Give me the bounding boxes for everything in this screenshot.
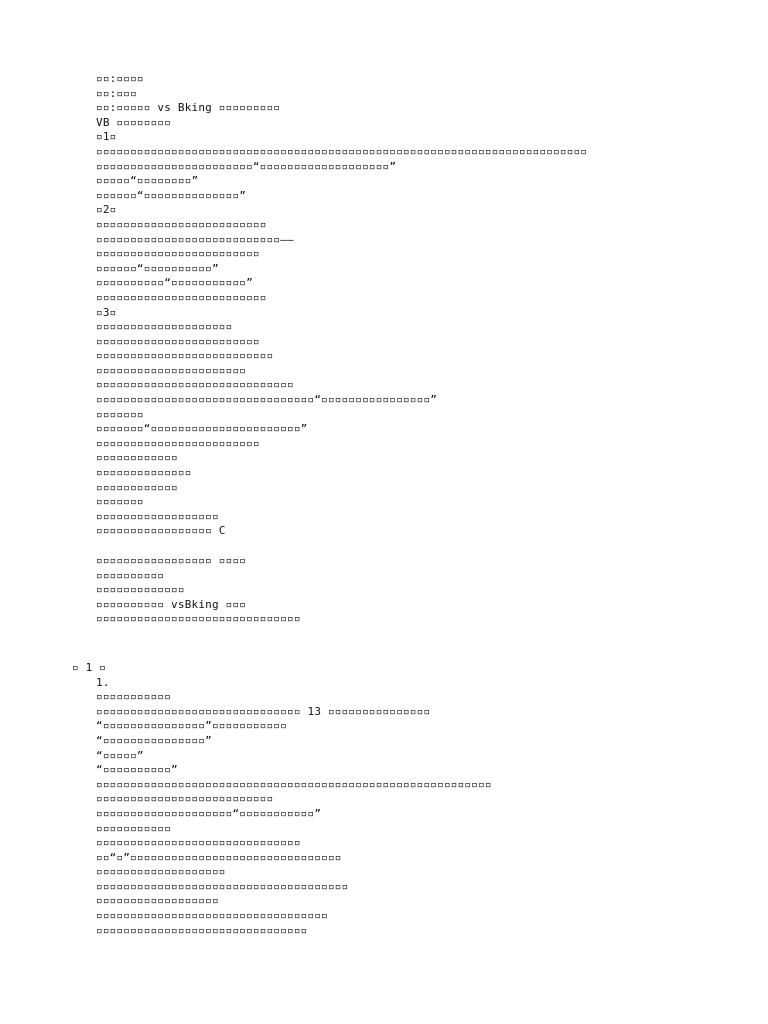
document-page	[0, 72, 768, 938]
text-line: ▫▫▫▫▫▫“▫▫▫▫▫▫▫▫▫▫▫▫▫▫”	[96, 188, 247, 202]
text-line: ▫▫▫▫▫▫▫▫▫▫▫▫▫▫▫▫▫▫▫▫▫▫▫▫▫	[96, 217, 267, 231]
text-line: ▫▫▫▫▫▫▫▫▫▫▫▫▫▫▫▫▫ ▫▫▫▫	[96, 554, 247, 567]
text-line: ▫▫▫▫▫▫▫	[96, 495, 144, 509]
text-line: ▫▫▫▫▫▫▫▫▫▫▫▫▫▫▫▫▫▫▫▫“▫▫▫▫▫▫▫▫▫▫▫”	[96, 806, 322, 820]
text-line: ▫▫▫▫▫▫▫▫▫▫▫▫▫▫▫▫▫▫▫▫▫▫▫▫▫▫	[96, 349, 274, 363]
text-line: ▫▫▫▫▫▫▫▫▫▫▫▫▫▫▫▫▫▫	[96, 894, 219, 908]
text-line: ▫▫:▫▫▫	[96, 86, 137, 100]
text-line: ▫▫▫▫▫▫▫▫▫▫▫▫▫▫▫▫▫▫▫▫▫▫▫▫▫▫	[96, 792, 274, 806]
text-line: ▫▫▫▫▫▫▫▫▫▫	[96, 568, 165, 582]
text-line: ▫▫▫▫▫▫▫▫▫▫“▫▫▫▫▫▫▫▫▫▫▫”	[96, 276, 253, 290]
text-line: ▫▫:▫▫▫▫▫ vs Bking ▫▫▫▫▫▫▫▫▫	[96, 101, 281, 115]
text-line: ▫▫▫▫▫▫▫▫▫▫▫▫▫▫▫▫▫ C	[96, 524, 226, 538]
text-line: ▫2▫	[96, 203, 117, 217]
spacer	[0, 539, 768, 554]
section-heading: ▫ 1 ▫	[72, 660, 107, 674]
text-line: ▫▫▫▫▫▫▫▫▫▫▫▫▫▫▫▫▫▫▫▫▫▫	[96, 363, 247, 377]
text-line: ▫▫▫▫▫▫▫▫▫▫▫▫▫▫▫▫▫▫▫▫▫▫▫▫	[96, 247, 260, 261]
text-line: ▫▫▫▫▫▫▫▫▫▫▫▫▫▫	[96, 466, 192, 480]
text-line: ▫▫▫▫▫▫▫“▫▫▫▫▫▫▫▫▫▫▫▫▫▫▫▫▫▫▫▫▫▫”	[96, 422, 308, 436]
text-line: ▫▫▫▫▫▫▫▫▫▫▫▫▫▫▫▫▫▫	[96, 509, 219, 523]
text-line: ▫▫▫▫▫“▫▫▫▫▫▫▫▫”	[96, 174, 199, 188]
text-line: ▫▫▫▫▫▫▫▫▫▫▫▫▫▫▫▫▫▫▫▫▫▫▫▫▫▫▫——	[96, 232, 294, 246]
spacer	[0, 627, 768, 661]
text-line: ▫▫:▫▫▫▫	[96, 72, 144, 85]
text-line: ▫▫▫▫▫▫▫▫▫▫▫▫▫▫▫▫▫▫▫▫▫▫▫▫	[96, 334, 260, 348]
text-line: ▫▫▫▫▫▫▫▫▫▫▫▫▫▫▫▫▫▫▫▫▫▫▫▫▫▫▫▫▫▫▫▫▫▫▫▫▫	[96, 879, 349, 893]
text-line: ▫▫▫▫▫▫▫▫▫▫▫▫	[96, 480, 178, 494]
text-line: ▫▫▫▫▫▫▫▫▫▫▫▫▫▫▫▫▫▫▫▫▫▫▫▫▫▫▫▫▫▫	[96, 612, 301, 626]
text-line: “▫▫▫▫▫▫▫▫▫▫”	[96, 763, 178, 777]
text-line: ▫▫▫▫▫▫▫▫▫▫▫▫▫▫▫▫▫▫▫▫▫▫▫▫▫▫▫▫▫	[96, 378, 294, 392]
text-line: ▫▫▫▫▫▫“▫▫▫▫▫▫▫▫▫▫”	[96, 261, 219, 275]
text-line: “▫▫▫▫▫▫▫▫▫▫▫▫▫▫▫”▫▫▫▫▫▫▫▫▫▫▫	[96, 719, 288, 733]
text-line: ▫▫▫▫▫▫▫▫▫▫▫▫▫▫▫▫▫▫▫▫▫▫▫▫	[96, 436, 260, 450]
text-line: ▫1▫	[96, 130, 117, 144]
text-line: 1.	[96, 675, 110, 689]
text-line: “▫▫▫▫▫▫▫▫▫▫▫▫▫▫▫”	[96, 733, 212, 747]
text-line: ▫▫▫▫▫▫▫▫▫▫▫▫▫▫▫▫▫▫▫▫▫▫▫▫▫▫▫▫▫▫▫	[96, 923, 308, 937]
text-line: ▫▫▫▫▫▫▫▫▫▫▫▫▫▫▫▫▫▫▫	[96, 865, 226, 879]
text-line: ▫▫▫▫▫▫▫▫▫▫▫▫▫▫▫▫▫▫▫▫▫▫▫▫▫▫▫▫▫▫▫▫▫▫▫▫▫▫▫▫▫▫▫▫▫▫▫▫▫▫▫▫▫▫▫▫▫▫	[96, 777, 492, 791]
text-block-3	[0, 676, 768, 939]
text-line: ▫▫▫▫▫▫▫▫▫▫▫	[96, 821, 172, 835]
text-line: ▫▫▫▫▫▫▫▫▫▫▫▫▫▫▫▫▫▫▫▫▫▫▫▫▫▫▫▫▫▫▫▫▫▫▫▫▫▫▫▫▫▫▫▫▫▫▫▫▫▫▫▫▫▫▫▫▫▫▫▫▫▫▫▫▫▫▫▫▫▫▫▫	[96, 144, 588, 158]
text-line: ▫▫▫▫▫▫▫▫▫▫▫▫▫	[96, 583, 185, 597]
text-line: ▫▫▫▫▫▫▫▫▫▫▫	[96, 690, 172, 704]
text-line: ▫▫“▫”▫▫▫▫▫▫▫▫▫▫▫▫▫▫▫▫▫▫▫▫▫▫▫▫▫▫▫▫▫▫▫	[96, 850, 342, 864]
text-line: ▫▫▫▫▫▫▫▫▫▫▫▫▫▫▫▫▫▫▫▫	[96, 320, 233, 334]
text-line: ▫▫▫▫▫▫▫▫▫▫▫▫▫▫▫▫▫▫▫▫▫▫▫▫▫▫▫▫▫▫ 13 ▫▫▫▫▫▫▫▫▫▫▫▫▫▫▫	[96, 704, 431, 718]
text-line: ▫▫▫▫▫▫▫▫▫▫▫▫	[96, 451, 178, 465]
text-line: ▫3▫	[96, 305, 117, 319]
text-line: VB ▫▫▫▫▫▫▫▫	[96, 115, 172, 129]
text-line: “▫▫▫▫▫”	[96, 748, 144, 762]
text-line: ▫▫▫▫▫▫▫▫▫▫▫▫▫▫▫▫▫▫▫▫▫▫▫▫▫▫▫▫▫▫▫▫“▫▫▫▫▫▫▫▫▫▫▫▫▫▫▫▫”	[96, 393, 438, 407]
text-line: ▫▫▫▫▫▫▫▫▫▫▫▫▫▫▫▫▫▫▫▫▫▫▫▫▫	[96, 290, 267, 304]
text-line: ▫▫▫▫▫▫▫▫▫▫▫▫▫▫▫▫▫▫▫▫▫▫▫▫▫▫▫▫▫▫▫▫▫▫	[96, 909, 328, 923]
text-line: ▫▫▫▫▫▫▫	[96, 407, 144, 421]
text-line: ▫▫▫▫▫▫▫▫▫▫▫▫▫▫▫▫▫▫▫▫▫▫▫▫▫▫▫▫▫▫	[96, 836, 301, 850]
text-block-2	[0, 554, 768, 627]
text-line: ▫▫▫▫▫▫▫▫▫▫▫▫▫▫▫▫▫▫▫▫▫▫▫“▫▫▫▫▫▫▫▫▫▫▫▫▫▫▫▫▫▫▫”	[96, 159, 397, 173]
text-line: ▫▫▫▫▫▫▫▫▫▫ vsBking ▫▫▫	[96, 597, 247, 611]
text-block-1	[0, 72, 768, 539]
